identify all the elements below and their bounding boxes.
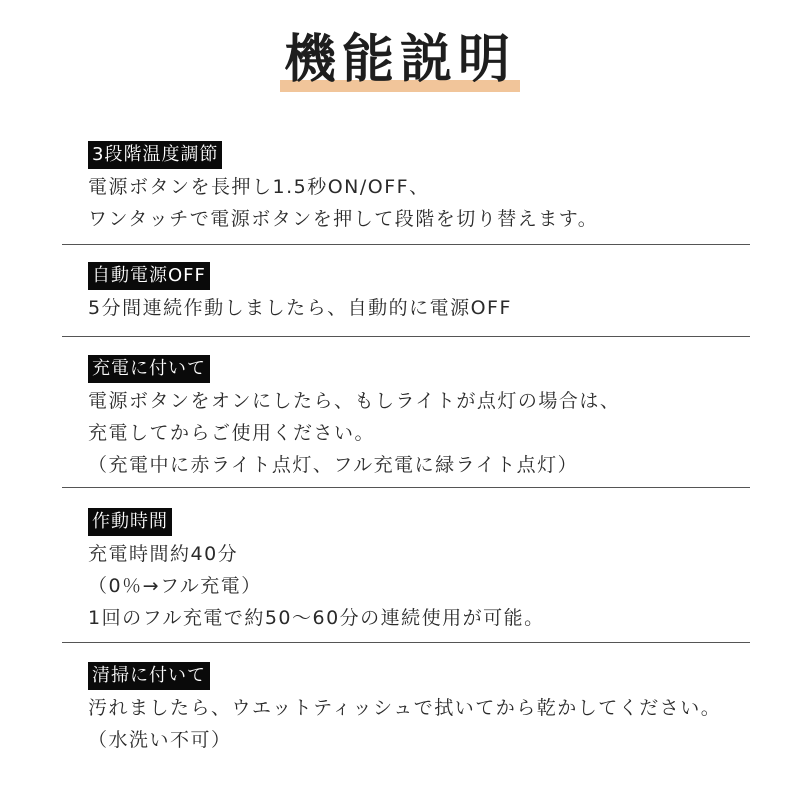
section-text: 電源ボタンをオンにしたら、もしライトが点灯の場合は、 bbox=[88, 390, 621, 412]
section-text: 汚れましたら、ウエットティッシュで拭いてから乾かしてください。 bbox=[88, 697, 722, 719]
section-tag: 自動電源OFF bbox=[88, 262, 210, 290]
section-tag: 充電に付いて bbox=[88, 355, 210, 383]
section-tag: 作動時間 bbox=[88, 508, 172, 536]
section-tag: 3段階温度調節 bbox=[88, 141, 222, 169]
section-temperature bbox=[88, 141, 752, 235]
divider bbox=[62, 642, 750, 643]
page-title bbox=[280, 28, 520, 92]
section-text: 電源ボタンを長押し1.5秒ON/OFF、 bbox=[88, 176, 430, 198]
section-text: 充電してからご使用ください。 bbox=[88, 422, 376, 444]
section-charging bbox=[88, 355, 752, 481]
section-text: 5分間連続作動しましたら、自動的に電源OFF bbox=[88, 297, 512, 319]
section-tag: 清掃に付いて bbox=[88, 662, 210, 690]
section-text: （0％→フル充電） bbox=[88, 575, 262, 597]
section-text: 充電時間約40分 bbox=[88, 543, 239, 565]
divider bbox=[62, 244, 750, 245]
divider bbox=[62, 487, 750, 488]
section-auto-off bbox=[88, 262, 752, 324]
section-operating-time bbox=[88, 508, 752, 634]
section-text: 1回のフル充電で約50～60分の連続使用が可能。 bbox=[88, 607, 545, 629]
section-text: ワンタッチで電源ボタンを押して段階を切り替えます。 bbox=[88, 208, 599, 230]
section-text: （水洗い不可） bbox=[88, 729, 232, 751]
section-text: （充電中に赤ライト点灯、フル充電に緑ライト点灯） bbox=[88, 454, 579, 476]
title-area bbox=[0, 28, 800, 92]
section-cleaning bbox=[88, 662, 752, 756]
divider bbox=[62, 336, 750, 337]
page-title-text: 機能説明 bbox=[283, 29, 516, 90]
